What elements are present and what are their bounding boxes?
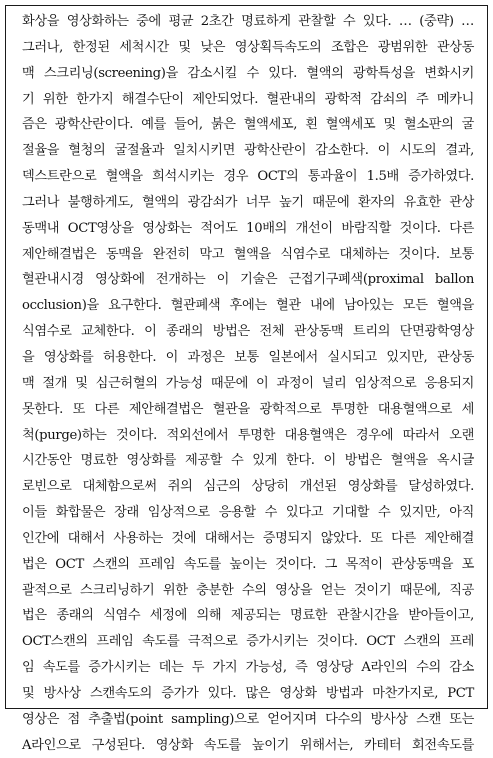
text-line: 영상은 점 추출법(point sampling)으로 얻어지며 다수의 방사상 스캔 또는	[22, 711, 474, 727]
text-line: 인간에 대해서 사용하는 것에 대해서는 증명되지 않았다. 또 다른 제안해결	[22, 530, 474, 546]
text-line: OCT스캔의 프레임 속도를 극적으로 증가시키는 것이다. OCT 스캔의 프레	[22, 634, 474, 650]
text-line: A라인으로 구성된다. 영상화 속도를 높이기 위해서는, 카테터 회전속도를	[22, 737, 474, 753]
text-line: 덱스트란으로 혈액을 희석시키는 경우 OCT의 통과율이 1.5배 증가하였다.	[22, 169, 474, 185]
text-line: 혈관내시경 영상화에 전개하는 이 기술은 근접기구폐색(proximal ballon	[22, 272, 474, 288]
text-line: 임 속도를 증가시키는 데는 두 가지 가능성, 즉 영상당 A라인의 수의 감소	[22, 660, 474, 676]
text-line: 못한다. 또 다른 제안해결법은 혈관을 광학적으로 투명한 대용혈액으로 세	[22, 401, 474, 417]
text-line: 화상을 영상화하는 중에 평균 2초간 명료하게 관찰할 수 있다. … (중략) …	[22, 14, 474, 29]
text-line: 맥 절개 및 심근허혈의 가능성 때문에 이 과정이 널리 임상적으로 응용되지	[22, 375, 474, 391]
text-line: 즘은 광학산란이다. 예를 들어, 붉은 혈액세포, 흰 혈액세포 및 혈소판의 굴	[22, 117, 474, 133]
text-line: 맥 스크리닝(screening)을 감소시킬 수 있다. 혈액의 광학특성을 변화시키	[22, 65, 474, 81]
text-line: 식염수로 교체한다. 이 종래의 방법은 전체 관상동맥 트리의 단면광학영상	[22, 324, 474, 340]
text-line: 그러나, 한정된 세척시간 및 낮은 영상획득속도의 조합은 광범위한 관상동	[22, 39, 474, 55]
text-line: 제안해결법은 동맥을 완전히 막고 혈액을 식염수로 대체하는 것이다. 보통	[22, 246, 474, 262]
document-body-text	[22, 9, 474, 758]
text-line: occlusion)을 요구한다. 혈관폐색 후에는 혈관 내에 남아있는 모든 혈액을	[22, 298, 474, 314]
text-line: 법은 종래의 식염수 세정에 의해 제공되는 명료한 관찰시간을 받아들이고,	[22, 608, 474, 624]
text-line: 이들 화합물은 장래 임상적으로 응용할 수 있다고 기대할 수 있지만, 아직	[22, 505, 474, 521]
text-line: 시간동안 명료한 영상화를 제공할 수 있게 한다. 이 방법은 혈액을 옥시글	[22, 453, 474, 469]
text-line: 동맥내 OCT영상을 영상화는 적어도 10배의 개선이 바람직할 것이다. 다른	[22, 220, 474, 236]
text-line: 척(purge)하는 것이다. 적외선에서 투명한 대용혈액은 경우에 따라서 오랜	[22, 427, 474, 443]
text-line: 로빈으로 대체함으로써 쥐의 심근의 상당히 개선된 영상화를 달성하였다.	[22, 479, 474, 495]
text-line: 및 방사상 스캔속도의 증가가 있다. 많은 영상화 방법과 마찬가지로, PCT	[22, 685, 474, 701]
text-line: 절율을 혈청의 굴절율과 일치시키면 광학산란이 감소한다. 이 시도의 결과,	[22, 143, 474, 159]
text-line: 기 위한 한가지 해결수단이 제안되었다. 혈관내의 광학적 감쇠의 주 메카니	[22, 91, 474, 107]
document-page	[5, 5, 488, 753]
text-line: 괄적으로 스크리닝하기 위한 충분한 수의 영상을 얻는 것이기 때문에, 직공	[22, 582, 474, 598]
text-line: 을 영상화를 허용한다. 이 과정은 보통 일본에서 실시되고 있지만, 관상동	[22, 349, 474, 365]
text-line: 그러나 불행하게도, 혈액의 광감쇠가 너무 높기 때문에 환자의 유효한 관상	[22, 194, 474, 210]
text-line: 법은 OCT 스캔의 프레임 속도를 높이는 것이다. 그 목적이 관상동맥을 포	[22, 556, 474, 572]
